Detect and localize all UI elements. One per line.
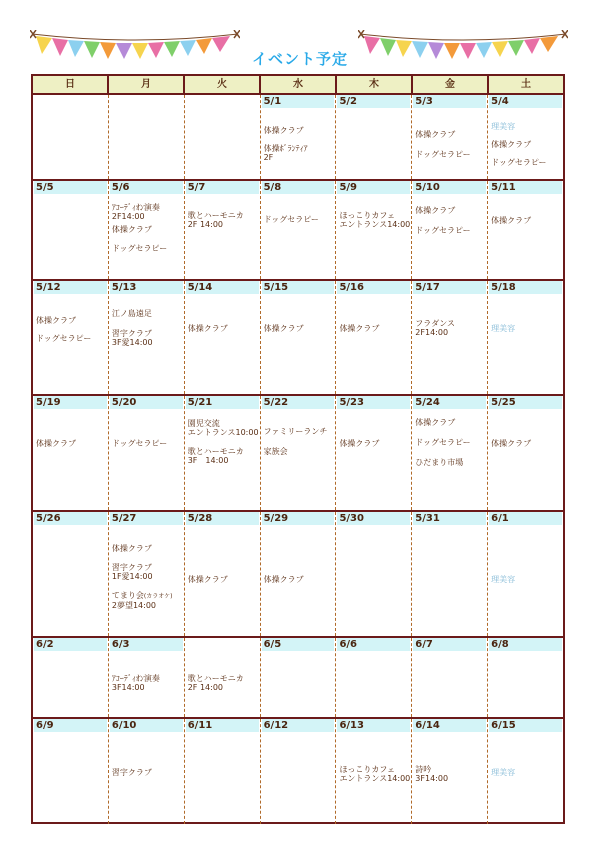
day-cell — [185, 638, 261, 717]
day-date: 6/3 — [110, 638, 183, 651]
day-cell — [109, 396, 185, 510]
day-events — [490, 525, 561, 636]
day-cell — [488, 512, 563, 636]
day-events — [187, 409, 258, 510]
day-events — [35, 651, 106, 717]
event-item — [112, 244, 167, 253]
day-events — [338, 294, 409, 394]
day-events — [263, 108, 334, 179]
weekday-tue: 火 — [185, 76, 261, 93]
event-label: 詩吟 — [415, 765, 432, 774]
day-cell — [261, 638, 337, 717]
event-item — [339, 439, 379, 448]
day-events — [187, 525, 258, 636]
event-item — [112, 563, 153, 581]
day-events — [35, 294, 106, 394]
day-cell — [412, 396, 488, 510]
event-item — [112, 329, 153, 347]
event-detail: 2F 14:00 — [187, 683, 224, 692]
day-date: 6/10 — [110, 719, 183, 732]
event-item — [415, 319, 455, 337]
day-cell — [261, 719, 337, 824]
day-cell — [488, 396, 563, 510]
event-item — [112, 203, 160, 221]
day-date: 5/8 — [262, 181, 335, 194]
day-events — [263, 294, 334, 394]
day-date: 6/11 — [186, 719, 259, 732]
day-date: 5/29 — [262, 512, 335, 525]
event-label: 体操クラブ — [187, 324, 228, 333]
event-label: 体操クラブ — [339, 324, 380, 333]
event-detail: 3F愛14:00 — [111, 338, 153, 347]
calendar-week — [33, 638, 563, 719]
event-item — [264, 144, 308, 162]
day-events — [414, 525, 485, 636]
event-label: 体操クラブ — [111, 225, 152, 234]
day-events — [263, 525, 334, 636]
day-date: 5/25 — [489, 396, 562, 409]
day-date: 6/6 — [337, 638, 410, 651]
event-item — [36, 439, 76, 448]
day-date: 5/10 — [413, 181, 486, 194]
day-events — [490, 294, 561, 394]
day-date: 5/13 — [110, 281, 183, 294]
day-events — [111, 294, 182, 394]
day-cell — [185, 719, 261, 824]
day-cell — [336, 396, 412, 510]
day-events — [35, 409, 106, 510]
calendar-week — [33, 719, 563, 824]
day-cell — [412, 719, 488, 824]
day-date: 6/15 — [489, 719, 562, 732]
event-detail: エントランス14:00 — [339, 220, 411, 229]
day-cell — [261, 181, 337, 279]
event-item — [415, 130, 455, 139]
event-label: ドッグセラピー — [111, 439, 168, 448]
day-cell — [336, 719, 412, 824]
day-events — [338, 525, 409, 636]
day-events — [414, 409, 485, 510]
day-date — [186, 95, 259, 108]
event-detail: 3F 14:00 — [187, 456, 229, 465]
event-item — [415, 418, 455, 427]
event-label: 体操クラブ — [415, 130, 456, 139]
event-item — [415, 765, 448, 783]
day-events — [414, 294, 485, 394]
day-date: 5/19 — [34, 396, 107, 409]
event-note: (カラオケ) — [143, 593, 173, 600]
day-events — [414, 651, 485, 717]
event-label: ドッグセラピー — [415, 438, 471, 447]
day-events — [187, 108, 258, 179]
day-cell — [261, 95, 337, 179]
event-item — [112, 674, 160, 692]
day-cell — [336, 512, 412, 636]
calendar-week — [33, 512, 563, 638]
event-item — [491, 324, 515, 333]
day-date: 5/3 — [413, 95, 486, 108]
event-item — [188, 211, 244, 229]
weekday-wed: 水 — [261, 76, 337, 93]
day-cell — [109, 281, 185, 394]
day-events — [111, 732, 182, 824]
day-cell — [33, 396, 109, 510]
day-events — [187, 194, 258, 279]
event-label: ドッグセラピー — [263, 215, 319, 224]
weekday-sat: 土 — [521, 79, 531, 90]
day-events — [338, 732, 409, 824]
event-detail: 2F14:00 — [415, 328, 449, 337]
day-cell — [412, 181, 488, 279]
event-label: 歌とハーモニカ — [187, 211, 244, 220]
event-label: てまり会 — [111, 591, 144, 600]
day-events — [338, 409, 409, 510]
event-label: ほっこりカフェ — [339, 765, 396, 774]
day-date: 5/23 — [337, 396, 410, 409]
day-events — [263, 651, 334, 717]
day-cell — [261, 396, 337, 510]
day-date: 5/30 — [337, 512, 410, 525]
event-label: 家族会 — [263, 447, 288, 456]
event-item — [264, 575, 304, 584]
calendar-week — [33, 396, 563, 512]
event-detail: 2F — [263, 153, 274, 162]
event-detail: 2F 14:00 — [187, 220, 224, 229]
day-date: 6/12 — [262, 719, 335, 732]
day-cell — [488, 281, 563, 394]
day-cell — [33, 719, 109, 824]
event-item — [339, 324, 379, 333]
day-events — [338, 194, 409, 279]
event-item — [112, 225, 152, 234]
day-date — [186, 638, 259, 651]
day-date: 5/21 — [186, 396, 259, 409]
day-date: 5/2 — [337, 95, 410, 108]
day-date — [34, 95, 107, 108]
day-cell — [412, 638, 488, 717]
event-label: 体操クラブ — [36, 439, 76, 448]
day-cell — [33, 638, 109, 717]
day-date: 5/31 — [413, 512, 486, 525]
day-date: 6/2 — [34, 638, 107, 651]
event-label: 理美容 — [491, 768, 516, 777]
page-title: イベント予定 — [251, 50, 348, 68]
event-label: 体操クラブ — [111, 544, 152, 553]
day-events — [263, 409, 334, 510]
event-label: ファミリーランチ — [263, 427, 328, 436]
calendar-week — [33, 281, 563, 396]
day-date: 5/5 — [34, 181, 107, 194]
day-events — [187, 294, 258, 394]
event-label: ドッグセラピー — [111, 244, 168, 253]
day-cell — [488, 95, 563, 179]
day-events — [490, 651, 561, 717]
day-cell — [185, 281, 261, 394]
event-item — [188, 324, 228, 333]
day-events — [35, 525, 106, 636]
day-events — [187, 732, 258, 824]
day-date: 6/1 — [489, 512, 562, 525]
day-date: 5/15 — [262, 281, 335, 294]
event-label: ドッグセラピー — [415, 150, 471, 159]
day-date: 6/13 — [337, 719, 410, 732]
day-cell — [261, 281, 337, 394]
event-label: ドッグセラピー — [491, 158, 547, 167]
day-events — [263, 732, 334, 824]
day-events — [490, 732, 561, 824]
day-events — [338, 108, 409, 179]
event-label: ｱｺｰﾃﾞｨｵﾝ演奏 — [111, 674, 160, 683]
event-item — [415, 458, 463, 467]
day-events — [35, 732, 106, 824]
event-label: 理美容 — [491, 324, 516, 333]
day-events — [35, 194, 106, 279]
day-date: 5/4 — [489, 95, 562, 108]
header — [0, 0, 595, 74]
day-cell — [185, 95, 261, 179]
event-item — [264, 215, 319, 224]
day-date: 5/9 — [337, 181, 410, 194]
day-date: 5/22 — [262, 396, 335, 409]
event-detail: 3F14:00 — [415, 774, 449, 783]
day-cell — [33, 281, 109, 394]
day-date: 5/12 — [34, 281, 107, 294]
event-label: 体操クラブ — [263, 324, 304, 333]
day-cell — [412, 95, 488, 179]
event-label: 体操クラブ — [36, 316, 76, 325]
day-cell — [261, 512, 337, 636]
weekday-sun: 日 — [33, 76, 109, 93]
event-label: ひだまり市場 — [415, 458, 464, 467]
event-item — [415, 206, 455, 215]
event-item — [36, 316, 76, 325]
event-item — [491, 216, 531, 225]
calendar-week — [33, 95, 563, 181]
day-cell — [109, 512, 185, 636]
event-label: 体操クラブ — [263, 126, 304, 135]
day-cell — [336, 95, 412, 179]
event-label: 体操クラブ — [263, 575, 304, 584]
event-label: ドッグセラピー — [415, 226, 471, 235]
event-detail: 3F14:00 — [111, 683, 145, 692]
event-label: 体操クラブ — [187, 575, 228, 584]
event-item — [491, 140, 531, 149]
day-date: 5/7 — [186, 181, 259, 194]
day-cell — [109, 181, 185, 279]
event-item — [264, 324, 304, 333]
weekday-fri: 金 — [413, 76, 489, 93]
event-calendar — [31, 74, 565, 824]
event-item — [264, 447, 288, 456]
weekday-mon: 月 — [109, 76, 185, 93]
event-label: ドッグセラピー — [36, 334, 92, 343]
event-item — [188, 674, 244, 692]
day-cell — [336, 638, 412, 717]
day-date: 5/11 — [489, 181, 562, 194]
event-label: フラダンス — [415, 319, 456, 328]
event-item — [112, 768, 152, 777]
day-date: 6/5 — [262, 638, 335, 651]
event-label: 体操クラブ — [415, 418, 456, 427]
event-label: 体操クラブ — [491, 216, 532, 225]
event-item — [36, 334, 91, 343]
event-label: 歌とハーモニカ — [187, 447, 244, 456]
event-item — [188, 419, 259, 437]
event-detail: 2夢望14:00 — [111, 601, 157, 610]
day-events — [111, 108, 182, 179]
day-cell — [185, 396, 261, 510]
day-events — [263, 194, 334, 279]
event-label: 江ノ島遠足 — [111, 309, 152, 318]
event-detail: 2F14:00 — [111, 212, 145, 221]
event-label: 理美容 — [491, 575, 516, 584]
event-label: ｱｺｰﾃﾞｨｵﾝ演奏 — [111, 203, 160, 212]
day-cell — [109, 719, 185, 824]
day-events — [111, 194, 182, 279]
day-date: 5/17 — [413, 281, 486, 294]
day-date: 5/26 — [34, 512, 107, 525]
day-cell — [336, 281, 412, 394]
day-date: 5/18 — [489, 281, 562, 294]
event-detail: エントランス10:00 — [187, 428, 259, 437]
day-date: 5/20 — [110, 396, 183, 409]
event-label: 体操クラブ — [415, 206, 456, 215]
day-events — [111, 525, 182, 636]
event-item — [491, 439, 531, 448]
event-label: 体操ﾎﾞﾗﾝﾃｨｱ — [263, 144, 308, 153]
event-item — [112, 309, 152, 318]
event-label: 園児交流 — [187, 419, 220, 428]
event-item — [415, 150, 470, 159]
event-item — [339, 211, 410, 229]
day-events — [35, 108, 106, 179]
day-events — [111, 409, 182, 510]
day-date: 5/28 — [186, 512, 259, 525]
event-item — [339, 765, 410, 783]
day-events — [490, 194, 561, 279]
day-cell — [109, 95, 185, 179]
day-cell — [33, 95, 109, 179]
day-cell — [33, 512, 109, 636]
event-item — [415, 226, 470, 235]
event-item — [491, 122, 515, 131]
day-events — [490, 409, 561, 510]
day-events — [338, 651, 409, 717]
day-cell — [33, 181, 109, 279]
event-item — [112, 544, 152, 553]
day-date: 6/8 — [489, 638, 562, 651]
day-events — [490, 108, 561, 179]
event-label: ほっこりカフェ — [339, 211, 396, 220]
day-date: 5/6 — [110, 181, 183, 194]
event-detail: エントランス14:00 — [339, 774, 411, 783]
day-date: 5/16 — [337, 281, 410, 294]
event-item — [264, 427, 328, 436]
day-cell — [488, 719, 563, 824]
event-item — [491, 158, 546, 167]
event-item — [188, 447, 244, 465]
event-item — [491, 768, 515, 777]
day-cell — [109, 638, 185, 717]
event-item — [112, 591, 173, 610]
event-item — [491, 575, 515, 584]
event-item — [112, 439, 167, 448]
event-label: 習字クラブ — [111, 563, 152, 572]
event-detail: 1F愛14:00 — [111, 572, 153, 581]
day-cell — [412, 281, 488, 394]
weekday-header — [33, 76, 563, 95]
day-date: 5/14 — [186, 281, 259, 294]
day-cell — [412, 512, 488, 636]
day-cell — [336, 181, 412, 279]
day-events — [414, 732, 485, 824]
event-label: 習字クラブ — [111, 768, 152, 777]
event-item — [264, 126, 304, 135]
day-cell — [185, 181, 261, 279]
day-date: 5/24 — [413, 396, 486, 409]
event-label: 習字クラブ — [111, 329, 152, 338]
calendar-week — [33, 181, 563, 281]
event-item — [188, 575, 228, 584]
weekday-thu: 木 — [337, 76, 413, 93]
bunting-right-icon — [358, 30, 568, 60]
day-cell — [488, 638, 563, 717]
day-date — [110, 95, 183, 108]
event-label: 体操クラブ — [491, 439, 532, 448]
day-date: 6/14 — [413, 719, 486, 732]
day-events — [111, 651, 182, 717]
event-label: 理美容 — [491, 122, 516, 131]
day-cell — [185, 512, 261, 636]
day-date: 5/1 — [262, 95, 335, 108]
event-label: 体操クラブ — [491, 140, 532, 149]
day-date: 6/7 — [413, 638, 486, 651]
bunting-left-icon — [30, 30, 240, 60]
day-events — [187, 651, 258, 717]
day-date: 6/9 — [34, 719, 107, 732]
day-events — [414, 108, 485, 179]
day-cell — [488, 181, 563, 279]
event-item — [415, 438, 470, 447]
event-label: 歌とハーモニカ — [187, 674, 244, 683]
day-date: 5/27 — [110, 512, 183, 525]
day-events — [414, 194, 485, 279]
event-label: 体操クラブ — [339, 439, 380, 448]
